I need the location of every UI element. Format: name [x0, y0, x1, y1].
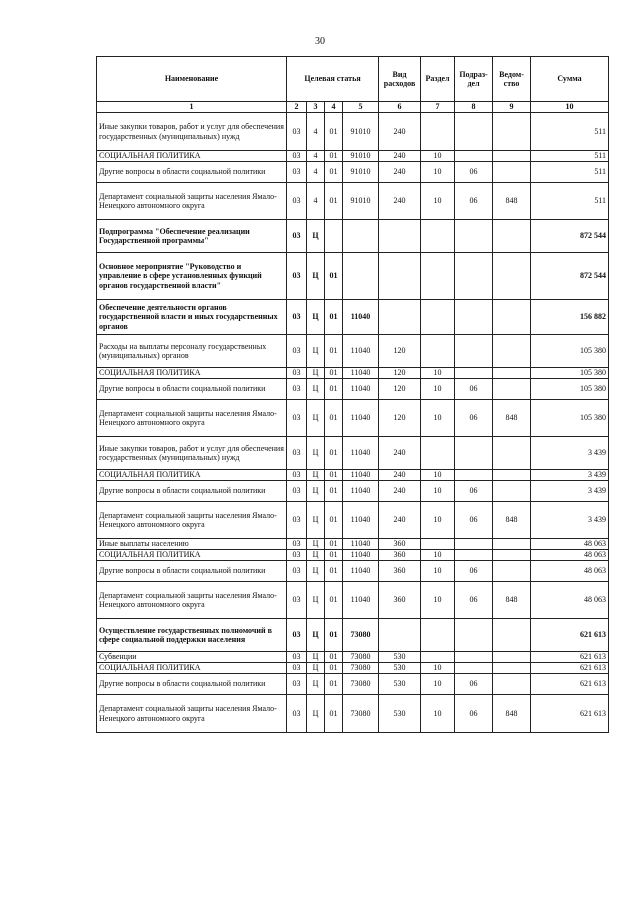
- col-section-header: Раздел: [421, 57, 455, 102]
- code2-cell: Ц: [307, 400, 325, 437]
- column-number-cell: 7: [421, 102, 455, 113]
- table-row: [97, 674, 609, 695]
- dept-cell: 848: [493, 582, 531, 619]
- code4-cell: 73080: [343, 663, 379, 674]
- table-row: [97, 400, 609, 437]
- amount-cell: 872 544: [531, 253, 609, 300]
- subsection-cell: [455, 113, 493, 151]
- dept-cell: 848: [493, 183, 531, 220]
- section-cell: 10: [421, 674, 455, 695]
- kind-cell: 530: [379, 663, 421, 674]
- code3-cell: 01: [325, 300, 343, 335]
- kind-cell: 120: [379, 368, 421, 379]
- amount-cell: 511: [531, 113, 609, 151]
- amount-cell: 48 063: [531, 561, 609, 582]
- name-cell: Иные выплаты населению: [97, 539, 287, 550]
- name-cell: Обеспечение деятельности органов государственной власти и иных государственных органов: [97, 300, 287, 335]
- code4-cell: 11040: [343, 437, 379, 470]
- code2-cell: Ц: [307, 582, 325, 619]
- section-cell: [421, 113, 455, 151]
- section-cell: 10: [421, 368, 455, 379]
- dept-cell: [493, 335, 531, 368]
- kind-cell: 240: [379, 470, 421, 481]
- dept-cell: [493, 151, 531, 162]
- code4-cell: 91010: [343, 162, 379, 183]
- name-cell: СОЦИАЛЬНАЯ ПОЛИТИКА: [97, 663, 287, 674]
- table-row: [97, 162, 609, 183]
- dept-cell: [493, 550, 531, 561]
- code1-cell: 03: [287, 502, 307, 539]
- code1-cell: 03: [287, 113, 307, 151]
- name-cell: Департамент социальной защиты населения Ямало-Ненецкого автономного округа: [97, 582, 287, 619]
- code2-cell: Ц: [307, 619, 325, 652]
- code3-cell: 01: [325, 368, 343, 379]
- subsection-cell: [455, 253, 493, 300]
- section-cell: [421, 539, 455, 550]
- amount-cell: 3 439: [531, 481, 609, 502]
- code4-cell: 11040: [343, 561, 379, 582]
- code4-cell: [343, 253, 379, 300]
- code3-cell: 01: [325, 113, 343, 151]
- name-cell: Расходы на выплаты персоналу государственных (муниципальных) органов: [97, 335, 287, 368]
- code4-cell: 73080: [343, 695, 379, 733]
- code4-cell: 91010: [343, 113, 379, 151]
- name-cell: Департамент социальной защиты населения Ямало-Ненецкого автономного округа: [97, 502, 287, 539]
- kind-cell: 120: [379, 379, 421, 400]
- section-cell: 10: [421, 183, 455, 220]
- subsection-cell: 06: [455, 695, 493, 733]
- code2-cell: Ц: [307, 300, 325, 335]
- dept-cell: [493, 539, 531, 550]
- subsection-cell: [455, 470, 493, 481]
- code2-cell: Ц: [307, 379, 325, 400]
- amount-cell: 48 063: [531, 539, 609, 550]
- dept-cell: [493, 113, 531, 151]
- table-row: [97, 470, 609, 481]
- amount-cell: 48 063: [531, 550, 609, 561]
- code3-cell: 01: [325, 502, 343, 539]
- column-number-cell: 3: [307, 102, 325, 113]
- code1-cell: 03: [287, 368, 307, 379]
- code2-cell: Ц: [307, 368, 325, 379]
- subsection-cell: [455, 437, 493, 470]
- code2-cell: Ц: [307, 652, 325, 663]
- code1-cell: 03: [287, 162, 307, 183]
- subsection-cell: [455, 220, 493, 253]
- name-cell: Иные закупки товаров, работ и услуг для обеспечения государственных (муниципальных) нужд: [97, 437, 287, 470]
- dept-cell: [493, 220, 531, 253]
- code4-cell: 11040: [343, 335, 379, 368]
- code1-cell: 03: [287, 619, 307, 652]
- kind-cell: 240: [379, 437, 421, 470]
- dept-cell: [493, 652, 531, 663]
- subsection-cell: 06: [455, 674, 493, 695]
- code2-cell: 4: [307, 113, 325, 151]
- name-cell: Департамент социальной защиты населения Ямало-Ненецкого автономного округа: [97, 695, 287, 733]
- section-cell: 10: [421, 481, 455, 502]
- dept-cell: [493, 561, 531, 582]
- column-number-cell: 6: [379, 102, 421, 113]
- subsection-cell: [455, 151, 493, 162]
- section-cell: 10: [421, 663, 455, 674]
- kind-cell: [379, 300, 421, 335]
- code2-cell: Ц: [307, 663, 325, 674]
- section-cell: 10: [421, 550, 455, 561]
- section-cell: 10: [421, 582, 455, 619]
- name-cell: Другие вопросы в области социальной политики: [97, 561, 287, 582]
- kind-cell: 360: [379, 550, 421, 561]
- col-kind-header: Вид расходов: [379, 57, 421, 102]
- code3-cell: 01: [325, 561, 343, 582]
- amount-cell: 621 613: [531, 674, 609, 695]
- table-row: [97, 379, 609, 400]
- code1-cell: 03: [287, 663, 307, 674]
- subsection-cell: 06: [455, 481, 493, 502]
- code1-cell: 03: [287, 652, 307, 663]
- code3-cell: 01: [325, 663, 343, 674]
- col-name-header: Наименование: [97, 57, 287, 102]
- kind-cell: 360: [379, 561, 421, 582]
- table-row: [97, 368, 609, 379]
- dept-cell: [493, 619, 531, 652]
- header-row: [97, 57, 609, 102]
- budget-table: [96, 56, 609, 733]
- col-subsection-header: Подраз-дел: [455, 57, 493, 102]
- code3-cell: 01: [325, 162, 343, 183]
- code3-cell: 01: [325, 539, 343, 550]
- amount-cell: 621 613: [531, 695, 609, 733]
- section-cell: [421, 220, 455, 253]
- code4-cell: 11040: [343, 539, 379, 550]
- code1-cell: 03: [287, 220, 307, 253]
- dept-cell: [493, 470, 531, 481]
- dept-cell: [493, 481, 531, 502]
- code2-cell: Ц: [307, 481, 325, 502]
- code3-cell: 01: [325, 379, 343, 400]
- code2-cell: Ц: [307, 561, 325, 582]
- amount-cell: 511: [531, 151, 609, 162]
- name-cell: Другие вопросы в области социальной политики: [97, 379, 287, 400]
- table-row: [97, 582, 609, 619]
- table-row: [97, 663, 609, 674]
- name-cell: СОЦИАЛЬНАЯ ПОЛИТИКА: [97, 368, 287, 379]
- code3-cell: 01: [325, 674, 343, 695]
- dept-cell: 848: [493, 400, 531, 437]
- code1-cell: 03: [287, 674, 307, 695]
- section-cell: [421, 300, 455, 335]
- name-cell: СОЦИАЛЬНАЯ ПОЛИТИКА: [97, 550, 287, 561]
- name-cell: СОЦИАЛЬНАЯ ПОЛИТИКА: [97, 151, 287, 162]
- column-number-row: [97, 102, 609, 113]
- subsection-cell: 06: [455, 162, 493, 183]
- kind-cell: 360: [379, 539, 421, 550]
- kind-cell: [379, 220, 421, 253]
- kind-cell: 240: [379, 183, 421, 220]
- kind-cell: 240: [379, 481, 421, 502]
- section-cell: 10: [421, 561, 455, 582]
- subsection-cell: 06: [455, 400, 493, 437]
- subsection-cell: 06: [455, 561, 493, 582]
- col-dept-header: Ведом-ство: [493, 57, 531, 102]
- name-cell: Иные закупки товаров, работ и услуг для обеспечения государственных (муниципальных) нужд: [97, 113, 287, 151]
- table-row: [97, 652, 609, 663]
- name-cell: СОЦИАЛЬНАЯ ПОЛИТИКА: [97, 470, 287, 481]
- table-row: [97, 300, 609, 335]
- kind-cell: 530: [379, 695, 421, 733]
- table-row: [97, 437, 609, 470]
- amount-cell: 621 613: [531, 663, 609, 674]
- section-cell: [421, 437, 455, 470]
- section-cell: 10: [421, 162, 455, 183]
- code2-cell: Ц: [307, 674, 325, 695]
- amount-cell: 872 544: [531, 220, 609, 253]
- dept-cell: [493, 162, 531, 183]
- code1-cell: 03: [287, 437, 307, 470]
- subsection-cell: 06: [455, 502, 493, 539]
- dept-cell: [493, 379, 531, 400]
- subsection-cell: [455, 652, 493, 663]
- code3-cell: 01: [325, 582, 343, 619]
- column-number-cell: 2: [287, 102, 307, 113]
- dept-cell: [493, 368, 531, 379]
- code4-cell: 91010: [343, 183, 379, 220]
- kind-cell: 240: [379, 113, 421, 151]
- subsection-cell: [455, 550, 493, 561]
- table-row: [97, 619, 609, 652]
- amount-cell: 105 380: [531, 400, 609, 437]
- code2-cell: 4: [307, 162, 325, 183]
- subsection-cell: [455, 663, 493, 674]
- code3-cell: 01: [325, 437, 343, 470]
- section-cell: 10: [421, 502, 455, 539]
- table-row: [97, 481, 609, 502]
- code1-cell: 03: [287, 695, 307, 733]
- dept-cell: 848: [493, 695, 531, 733]
- code3-cell: 01: [325, 481, 343, 502]
- table-row: [97, 550, 609, 561]
- section-cell: 10: [421, 695, 455, 733]
- code1-cell: 03: [287, 561, 307, 582]
- subsection-cell: [455, 539, 493, 550]
- code3-cell: 01: [325, 400, 343, 437]
- code4-cell: 11040: [343, 300, 379, 335]
- kind-cell: 240: [379, 151, 421, 162]
- code3-cell: 01: [325, 619, 343, 652]
- table-row: [97, 502, 609, 539]
- name-cell: Основное мероприятие "Руководство и управление в сфере установленных функций органов государственной власти": [97, 253, 287, 300]
- section-cell: 10: [421, 470, 455, 481]
- name-cell: Субвенции: [97, 652, 287, 663]
- code1-cell: 03: [287, 379, 307, 400]
- dept-cell: [493, 663, 531, 674]
- code2-cell: Ц: [307, 470, 325, 481]
- dept-cell: [493, 300, 531, 335]
- column-number-cell: 5: [343, 102, 379, 113]
- code1-cell: 03: [287, 253, 307, 300]
- column-number-cell: 9: [493, 102, 531, 113]
- code3-cell: 01: [325, 335, 343, 368]
- subsection-cell: [455, 368, 493, 379]
- section-cell: [421, 253, 455, 300]
- code4-cell: 73080: [343, 674, 379, 695]
- code4-cell: 11040: [343, 400, 379, 437]
- section-cell: 10: [421, 379, 455, 400]
- column-number-cell: 8: [455, 102, 493, 113]
- subsection-cell: 06: [455, 582, 493, 619]
- code4-cell: 11040: [343, 470, 379, 481]
- kind-cell: [379, 253, 421, 300]
- code3-cell: 01: [325, 470, 343, 481]
- code2-cell: Ц: [307, 253, 325, 300]
- column-number-cell: 1: [97, 102, 287, 113]
- name-cell: Другие вопросы в области социальной политики: [97, 162, 287, 183]
- subsection-cell: [455, 335, 493, 368]
- code4-cell: 11040: [343, 368, 379, 379]
- amount-cell: 105 380: [531, 379, 609, 400]
- table-row: [97, 253, 609, 300]
- name-cell: Подпрограмма "Обеспечение реализации Государственной программы": [97, 220, 287, 253]
- kind-cell: 360: [379, 582, 421, 619]
- kind-cell: 120: [379, 400, 421, 437]
- table-row: [97, 183, 609, 220]
- code2-cell: Ц: [307, 335, 325, 368]
- amount-cell: 105 380: [531, 368, 609, 379]
- code2-cell: Ц: [307, 539, 325, 550]
- name-cell: Другие вопросы в области социальной политики: [97, 674, 287, 695]
- code2-cell: Ц: [307, 695, 325, 733]
- subsection-cell: 06: [455, 183, 493, 220]
- code1-cell: 03: [287, 539, 307, 550]
- table-row: [97, 151, 609, 162]
- kind-cell: 240: [379, 162, 421, 183]
- dept-cell: [493, 253, 531, 300]
- code1-cell: 03: [287, 335, 307, 368]
- amount-cell: 156 882: [531, 300, 609, 335]
- table-row: [97, 561, 609, 582]
- code2-cell: 4: [307, 183, 325, 220]
- code4-cell: 11040: [343, 379, 379, 400]
- kind-cell: 530: [379, 674, 421, 695]
- code3-cell: 01: [325, 550, 343, 561]
- table-body: [97, 113, 609, 733]
- code4-cell: 11040: [343, 550, 379, 561]
- code4-cell: 73080: [343, 652, 379, 663]
- dept-cell: [493, 674, 531, 695]
- code3-cell: 01: [325, 253, 343, 300]
- dept-cell: [493, 437, 531, 470]
- subsection-cell: [455, 619, 493, 652]
- code3-cell: 01: [325, 695, 343, 733]
- section-cell: [421, 619, 455, 652]
- table-row: [97, 335, 609, 368]
- table-row: [97, 220, 609, 253]
- code4-cell: [343, 220, 379, 253]
- column-number-cell: 4: [325, 102, 343, 113]
- code1-cell: 03: [287, 183, 307, 220]
- code4-cell: 11040: [343, 502, 379, 539]
- page-number: 30: [315, 36, 325, 47]
- code1-cell: 03: [287, 582, 307, 619]
- table-row: [97, 695, 609, 733]
- code4-cell: 91010: [343, 151, 379, 162]
- code2-cell: Ц: [307, 502, 325, 539]
- table-row: [97, 113, 609, 151]
- code2-cell: Ц: [307, 550, 325, 561]
- amount-cell: 105 380: [531, 335, 609, 368]
- code4-cell: 11040: [343, 582, 379, 619]
- name-cell: Департамент социальной защиты населения Ямало-Ненецкого автономного округа: [97, 183, 287, 220]
- amount-cell: 48 063: [531, 582, 609, 619]
- code2-cell: Ц: [307, 437, 325, 470]
- table-row: [97, 539, 609, 550]
- section-cell: 10: [421, 151, 455, 162]
- subsection-cell: [455, 300, 493, 335]
- code1-cell: 03: [287, 550, 307, 561]
- code1-cell: 03: [287, 470, 307, 481]
- code4-cell: 73080: [343, 619, 379, 652]
- code1-cell: 03: [287, 400, 307, 437]
- section-cell: [421, 652, 455, 663]
- col-target-header: Целевая статья: [287, 57, 379, 102]
- code4-cell: 11040: [343, 481, 379, 502]
- amount-cell: 511: [531, 183, 609, 220]
- code2-cell: Ц: [307, 220, 325, 253]
- amount-cell: 621 613: [531, 619, 609, 652]
- amount-cell: 3 439: [531, 437, 609, 470]
- dept-cell: 848: [493, 502, 531, 539]
- kind-cell: 530: [379, 652, 421, 663]
- code3-cell: [325, 220, 343, 253]
- amount-cell: 3 439: [531, 470, 609, 481]
- subsection-cell: 06: [455, 379, 493, 400]
- name-cell: Другие вопросы в области социальной политики: [97, 481, 287, 502]
- name-cell: Департамент социальной защиты населения Ямало-Ненецкого автономного округа: [97, 400, 287, 437]
- code1-cell: 03: [287, 151, 307, 162]
- code2-cell: 4: [307, 151, 325, 162]
- section-cell: [421, 335, 455, 368]
- code3-cell: 01: [325, 183, 343, 220]
- name-cell: Осуществление государственных полномочий в сфере социальной поддержки населения: [97, 619, 287, 652]
- amount-cell: 621 613: [531, 652, 609, 663]
- code1-cell: 03: [287, 300, 307, 335]
- code3-cell: 01: [325, 151, 343, 162]
- col-sum-header: Сумма: [531, 57, 609, 102]
- amount-cell: 511: [531, 162, 609, 183]
- section-cell: 10: [421, 400, 455, 437]
- kind-cell: [379, 619, 421, 652]
- kind-cell: 240: [379, 502, 421, 539]
- amount-cell: 3 439: [531, 502, 609, 539]
- kind-cell: 120: [379, 335, 421, 368]
- column-number-cell: 10: [531, 102, 609, 113]
- code3-cell: 01: [325, 652, 343, 663]
- code1-cell: 03: [287, 481, 307, 502]
